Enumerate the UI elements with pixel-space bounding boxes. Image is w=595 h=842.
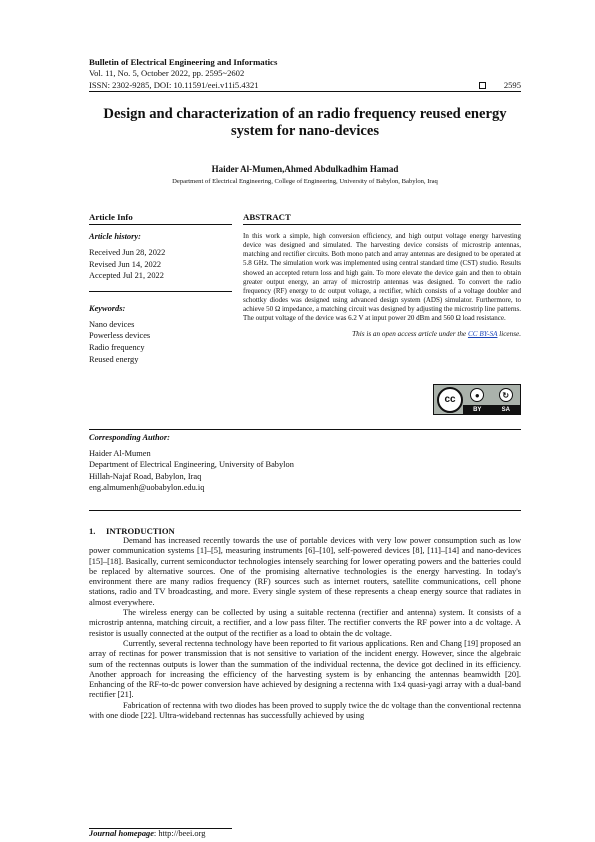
header-divider [89,91,521,92]
keyword: Radio frequency [89,342,145,352]
introduction-body [89,536,521,721]
keywords-list [89,319,232,365]
open-access-note [243,330,521,338]
authors: Haider Al-Mumen,Ahmed Abdulkadhim Hamad [211,164,399,174]
history-heading: Article history: [89,232,141,241]
paragraph: Demand has increased recently towards the use of portable devices with very low power consumption such as low power communication systems [1]–[5], measuring instruments [6]–[10], self-powered devices [8], [11]–[14] and nano-devices [15]–[18]. Basically, current semiconductor technologies intensely searching for lower operating powers and the batteries could be replaced by alternative sources. One of the promising alternative technologies is the energy harvesting. In today's environment there are many radios frequency (RF) sources such as internet routers, satellite communications, cell phone stations, radio and TV broadcasting, and more. Every single system of these represents a cheap energy source that radiates in almost everywhere. [89,536,521,607]
abstract [243,212,521,413]
abstract-text: In this work a simple, high conversion efficiency, and high output voltage energy harvesting device was designed and simulated. The harvesting device consists of microstrip antennas, matching and rectifier circuits. Both mono patch and array antennas are designed to be operated at 5.8 GHz. The simulation work was implemented using central standard time (CST) studio. Results showed an accepted return loss and high gain. To more elevate the device gain and then to obtain greater output energy, an array of microstrip antennas was designed. To convert the radio frequency (RF) energy to dc output voltage, a rectifier, which consists of a voltage doubler and schottky diodes was designed using advanced design system (ADS) simulator. Furthermore, to achieve 50 Ω impedance, a matching circuit was designed by adjusting the microstrip line patterns. The output voltage of the device was 6.2 V at input power 20 dBm and 560 Ω load resistance. [243,232,521,323]
paragraph: Fabrication of rectenna with two diodes has been proved to supply twice the dc voltage than the conventional rectenna with one diode [22]. Ultra-wideband rectennas has successfully achieved by using [89,700,521,721]
cc-labels [463,405,520,414]
corresponding-email[interactable]: eng.almumenh@uobabylon.edu.iq [89,483,205,493]
open-access-suffix: license. [497,329,521,338]
page-indicator [479,80,521,91]
homepage-label: Journal homepage [89,829,154,838]
corresponding-author [89,433,521,494]
keywords-heading: Keywords: [89,303,126,313]
corresponding-details [89,448,521,494]
paper-title: Design and characterization of an radio frequency reused energy system for nano-devices [103,106,507,139]
license-link[interactable]: CC BY-SA [467,329,498,338]
journal-name: Bulletin of Electrical Engineering and Informatics [89,57,278,67]
attribution-icon: ● [470,388,484,402]
history-revised: Revised Jun 14, 2022 [89,259,162,269]
article-info [89,212,232,365]
history-list [89,247,232,282]
cc-badge-right [463,385,520,414]
history-accepted: Accepted Jul 21, 2022 [89,271,164,281]
share-alike-icon: ↻ [499,388,513,402]
article-info-heading: Article Info [89,212,232,225]
corresponding-bottom-divider [89,510,521,511]
creative-commons-icon: cc [437,387,463,413]
cc-sa-label: SA [501,406,510,413]
section-title: INTRODUCTION [106,526,175,536]
homepage-url[interactable]: : http://beei.org [153,829,206,838]
history-received: Received Jun 28, 2022 [89,248,166,257]
cc-by-label: BY [473,406,482,413]
square-icon [479,82,486,89]
paragraph: The wireless energy can be collected by using a suitable rectenna (rectifier and antenna) system. It consists of a microstrip antenna, matching circuit, a rectifier, and a low pass filter. The rectifier converts the RF power into a dc voltage. A resistor is usually connected at the output of the rectifier as a load to obtain the dc voltage. [89,608,521,638]
journal-footer [89,829,205,838]
corresponding-address: Hillah-Najaf Road, Babylon, Iraq [89,471,202,481]
abstract-heading: ABSTRACT [243,212,521,225]
issn-row [89,80,521,91]
affiliation: Department of Electrical Engineering, College of Engineering, University of Babylon, Babylon, Iraq [172,178,438,185]
open-access-prefix: This is an open access article under the [352,329,468,338]
info-divider [89,291,232,292]
corresponding-department: Department of Electrical Engineering, University of Babylon [89,460,294,470]
cc-license-badge[interactable] [433,384,521,415]
keyword: Reused energy [89,354,139,364]
section-number: 1. [89,526,96,536]
section-heading [89,526,175,536]
keyword: Powerless devices [89,331,151,341]
keyword: Nano devices [89,319,135,329]
corresponding-name: Haider Al-Mumen [89,449,151,458]
paragraph: Currently, several rectenna technology have been reported to fit various applications. Ren and Chang [19] proposed an array of rectinas for power transmission that is not sensitive to variation of the incident energy. However, since the algebraic sum of the rectennas outputs is lower than the summation of the individual rectenna, the device got declined in its efficiency. Another approach for increasing the efficiency of the harvesting system is by enhancing the antennas beamwidth [20]. Enhancing of the RF-to-dc power conversion have achieved by designing a rectenna with 1x4 quasi-yagi array with a dual-band rectifier [21]. [89,638,521,700]
corresponding-divider [89,429,521,430]
volume-info: Vol. 11, No. 5, October 2022, pp. 2595~2602 [89,68,245,79]
journal-header [89,57,521,91]
corresponding-heading: Corresponding Author: [89,433,170,442]
page-number: 2595 [503,79,521,90]
cc-icons [463,385,520,405]
issn-doi: ISSN: 2302-9285, DOI: 10.11591/eei.v11i5.4321 [89,79,259,90]
